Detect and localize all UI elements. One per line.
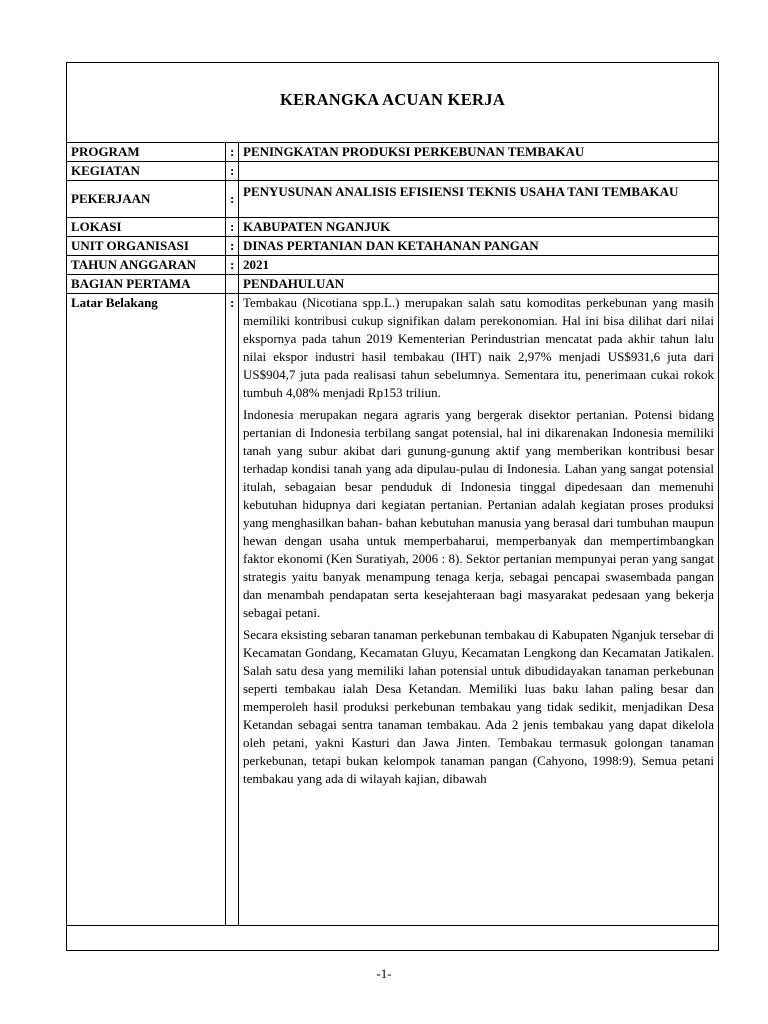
table-row-kegiatan bbox=[67, 162, 719, 181]
row-label: PEKERJAAN bbox=[67, 181, 226, 218]
paragraph: Indonesia merupakan negara agraris yang bergerak disektor pertanian. Potensi bidang pertanian di Indonesia terbilang sangat potensial, hal ini dikarenakan Indonesia memiliki tanah yang subur akibat dari gunung-gunung aktif yang memberikan kontribusi besar terhadap kondisi tanah yang ada dipulau-pulau di Indonesia. Lahan yang sangat potensial itulah, sebagaian besar penduduk di Indonesia tinggal dipedesaan dan memenuhi kebutuhan hidupnya dari kegiatan pertanian. Pertanian adalah kegiatan proses produksi yang menghasilkan bahan- bahan kebutuhan manusia yang berasal dari tumbuhan maupun hewan dengan usaha untuk memperbaharui, memperbanyak dan mempertimbangkan faktor ekonomi (Ken Suratiyah, 2006 : 8). Sektor pertanian mempunyai peran yang sangat strategis yaitu banyak menampung tenaga kerja, sebagai pencapai swasembada pangan dan menambah pendapatan serta kesejahteraan bagi masyarakat pedesaan yang bekerja sebagai petani. bbox=[243, 407, 714, 620]
row-value: PENINGKATAN PRODUKSI PERKEBUNAN TEMBAKAU bbox=[239, 143, 719, 162]
table-row-pekerjaan bbox=[67, 181, 719, 218]
row-label: LOKASI bbox=[67, 218, 226, 237]
row-label: Latar Belakang bbox=[67, 294, 226, 926]
table-row-bagian-pertama bbox=[67, 275, 719, 294]
row-value: 2021 bbox=[239, 256, 719, 275]
row-label: PROGRAM bbox=[67, 143, 226, 162]
row-value: PENYUSUNAN ANALISIS EFISIENSI TEKNIS USAHA TANI TEMBAKAU bbox=[239, 181, 719, 218]
row-colon: : bbox=[226, 181, 239, 218]
table-row-unit-organisasi bbox=[67, 237, 719, 256]
title-box bbox=[67, 63, 718, 142]
table-row-program bbox=[67, 143, 719, 162]
row-value bbox=[239, 162, 719, 181]
kak-table bbox=[66, 142, 719, 926]
paragraph: Secara eksisting sebaran tanaman perkebunan tembakau di Kabupaten Nganjuk tersebar di Kecamatan Gondang, Kecamatan Gluyu, Kecamatan Lengkong dan Kecamatan Jatikalen. Salah satu desa yang memiliki lahan potensial untuk dibudidayakan tanaman perkebunan seperti tembakau ialah Desa Ketandan. Memiliki luas baku lahan paling besar dan memperoleh hasil produksi perkebunan tembakau yang tidak sedikit, menjadikan Desa Ketandan sebagai sentra tanaman tembakau. Ada 2 jenis tembakau yang dapat dikelola oleh petani, yakni Kasturi dan Jawa Jinten. Tembakau termasuk golongan tanaman perkebunan, tetapi bukan kelompok tanaman pangan (Cahyono, 1998:9). Semua petani tembakau yang ada di wilayah kajian, dibawah bbox=[243, 627, 714, 786]
row-value: KABUPATEN NGANJUK bbox=[239, 218, 719, 237]
table-row-tahun-anggaran bbox=[67, 256, 719, 275]
row-colon: : bbox=[226, 256, 239, 275]
document-frame bbox=[66, 62, 719, 951]
row-label: BAGIAN PERTAMA bbox=[67, 275, 226, 294]
table-row-latar-belakang bbox=[67, 294, 719, 926]
row-colon: : bbox=[226, 162, 239, 181]
row-colon: : bbox=[226, 143, 239, 162]
row-label: TAHUN ANGGARAN bbox=[67, 256, 226, 275]
row-label: KEGIATAN bbox=[67, 162, 226, 181]
row-colon: : bbox=[226, 237, 239, 256]
row-colon: : bbox=[226, 294, 239, 926]
page-number: -1- bbox=[376, 966, 392, 981]
row-value: DINAS PERTANIAN DAN KETAHANAN PANGAN bbox=[239, 237, 719, 256]
row-value: PENDAHULUAN bbox=[239, 275, 719, 294]
latar-belakang-body bbox=[239, 294, 719, 926]
table-row-lokasi bbox=[67, 218, 719, 237]
row-colon: : bbox=[226, 218, 239, 237]
document-title: KERANGKA ACUAN KERJA bbox=[279, 90, 506, 109]
row-label: UNIT ORGANISASI bbox=[67, 237, 226, 256]
row-colon bbox=[226, 275, 239, 294]
paragraph: Tembakau (Nicotiana spp.L.) merupakan salah satu komoditas perkebunan yang masih memiliki kontribusi cukup signifikan dalam perekonomian. Hal ini bisa dilihat dari nilai ekspornya pada tahun 2019 Kementerian Perindustrian mencatat pada akhir tahun lalu nilai ekspor industri hasil tembakau (IHT) naik 2,97% menjadi US$931,6 juta dari US$904,7 juta pada realisasi tahun sebelumnya. Sementara itu, penerimaan cukai rokok tumbuh 4,08% menjadi Rp153 triliun. bbox=[243, 295, 714, 400]
